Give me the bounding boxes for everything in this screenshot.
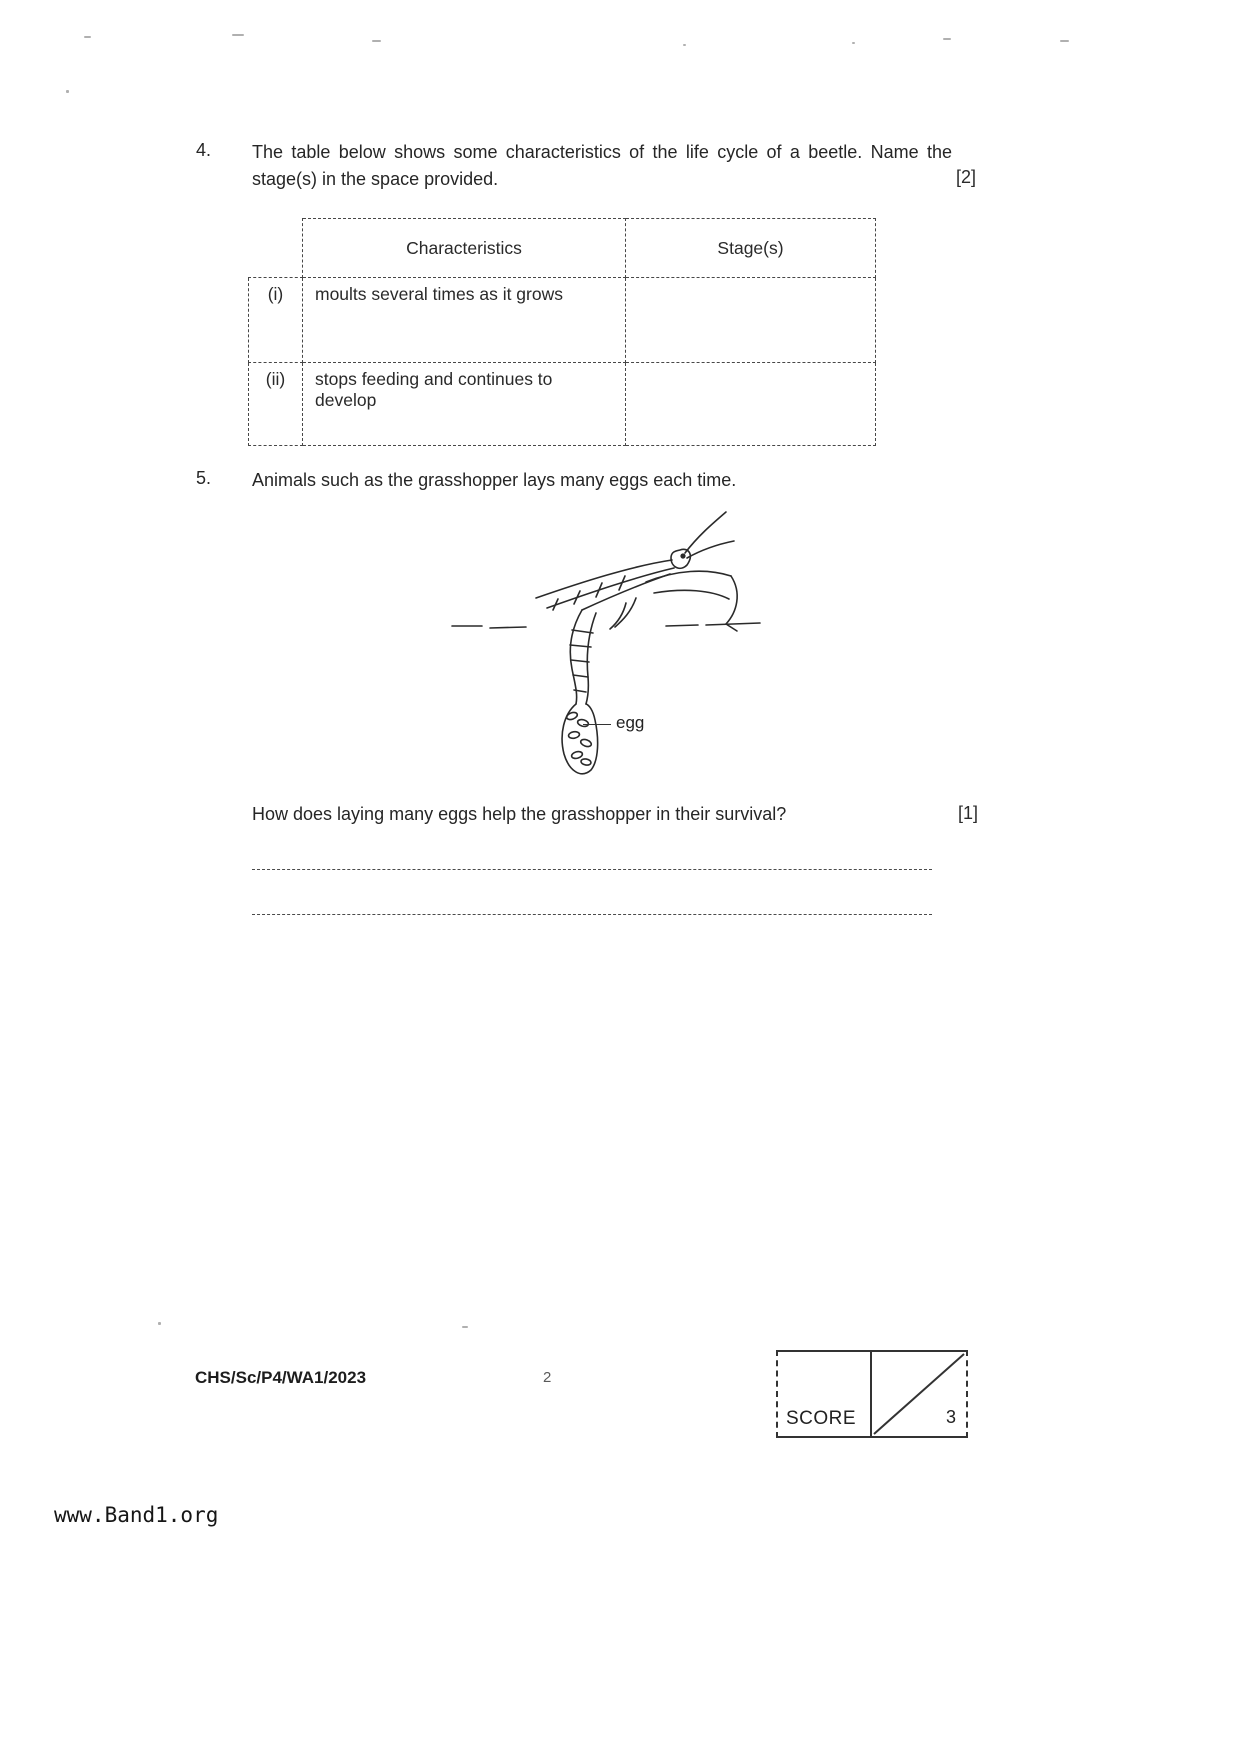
characteristic-cell: moults several times as it grows [303,278,626,363]
score-value: 3 [945,1407,956,1427]
q4-text: The table below shows some characteristics of the life cycle of a beetle. Name the stage(s) in the space provided. [252,142,952,189]
stage-answer-cell [626,278,876,363]
grasshopper-drawing [430,498,790,788]
score-label: SCORE [778,1352,872,1436]
score-value-cell [872,1352,966,1436]
answer-line [252,869,932,870]
row-label: (ii) [249,363,303,446]
table-corner-cell [249,219,303,278]
grasshopper-figure [430,498,790,788]
answer-line [252,914,932,915]
stage-answer-cell [626,363,876,446]
scan-artifact [66,90,69,93]
scan-artifact [372,40,381,42]
q5-text: Animals such as the grasshopper lays many eggs each time. [252,470,737,490]
q4-marks: [2] [956,167,977,187]
watermark: www.Band1.org [54,1503,219,1527]
egg-label: egg [616,713,645,732]
row-label: (i) [249,278,303,363]
score-box [776,1350,968,1438]
q4-number: 4. [196,140,212,160]
scan-artifact [683,44,686,46]
page-number: 2 [543,1369,552,1386]
table-row [249,363,876,446]
table-row [249,278,876,363]
col-header-characteristics: Characteristics [303,219,626,278]
q5-number: 5. [196,468,212,488]
scan-artifact [158,1322,161,1325]
col-header-stages: Stage(s) [626,219,876,278]
document-code: CHS/Sc/P4/WA1/2023 [195,1368,367,1387]
q5-question: How does laying many eggs help the grasshopper in their survival? [252,804,787,824]
scan-artifact [232,34,244,36]
table-header-row [249,219,876,278]
q5-marks: [1] [958,803,979,823]
characteristic-cell: stops feeding and continues to develop [303,363,626,446]
scan-artifact [852,42,855,44]
egg-pointer-line [583,724,611,725]
scan-artifact [1060,40,1069,42]
q4-table [248,218,876,446]
scan-artifact [84,36,91,38]
scan-artifact [943,38,951,40]
scan-artifact [462,1326,468,1328]
